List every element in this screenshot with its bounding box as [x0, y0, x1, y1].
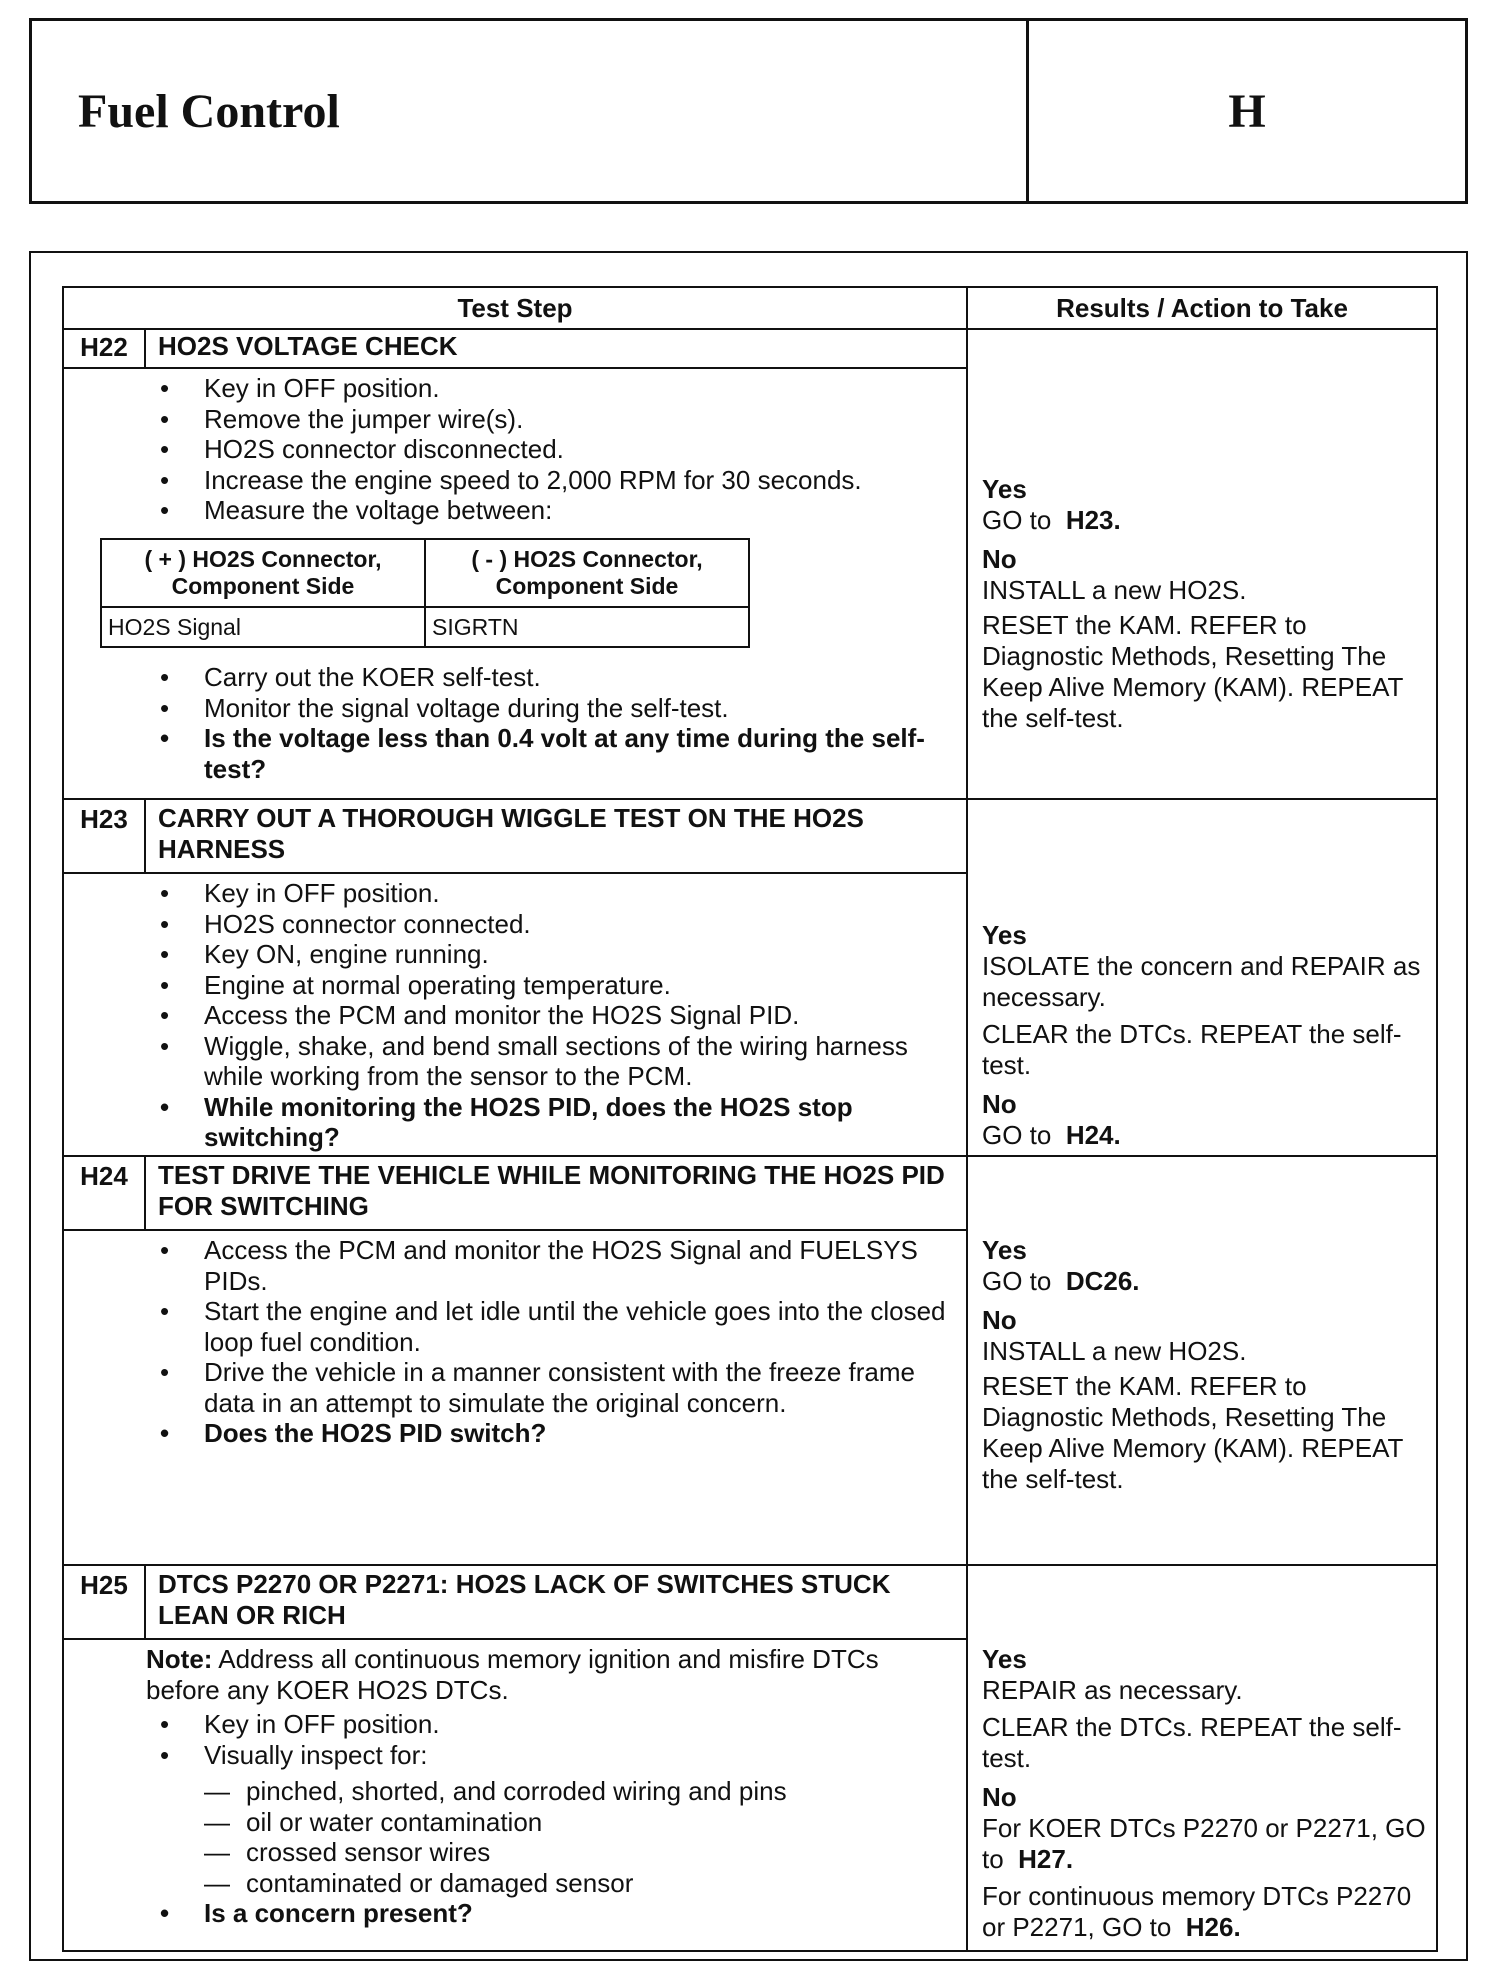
- table-header: [64, 288, 1436, 330]
- list-item: • Drive the vehicle in a manner consistent with the freeze frame data in an attempt to simulate the original concern.: [160, 1357, 956, 1418]
- step-h22-id: H22: [64, 328, 146, 367]
- list-item: • Measure the voltage between:: [160, 495, 956, 526]
- list-item: — oil or water contamination: [204, 1807, 956, 1838]
- connector-col-plus: ( + ) HO2S Connector, Component Side: [101, 539, 425, 607]
- step-ref-link[interactable]: H26.: [1185, 1912, 1241, 1942]
- step-h25-question: • Is a concern present?: [160, 1898, 956, 1929]
- no-label: No: [982, 1305, 1017, 1335]
- step-h24-head: [64, 1157, 966, 1231]
- connector-value-plus: HO2S Signal: [101, 607, 425, 648]
- list-item: • Key ON, engine running.: [160, 939, 956, 970]
- step-h25: [64, 1566, 1436, 1950]
- yes-action: CLEAR the DTCs. REPEAT the self-test.: [982, 1712, 1402, 1773]
- no-action: RESET the KAM. REFER to Diagnostic Methods, Resetting The Keep Alive Memory (KAM). REPEAT the self-test.: [982, 610, 1403, 733]
- no-label: No: [982, 1782, 1017, 1812]
- page-header: [29, 18, 1468, 204]
- step-h22-question: • Is the voltage less than 0.4 volt at any time during the self-test?: [160, 723, 956, 784]
- no-label: No: [982, 544, 1017, 574]
- list-item: • Remove the jumper wire(s).: [160, 404, 956, 435]
- step-h24-id: H24: [64, 1157, 146, 1229]
- list-item: • Key in OFF position.: [160, 373, 956, 404]
- step-h22: [64, 328, 1436, 800]
- list-item: • Start the engine and let idle until the vehicle goes into the closed loop fuel condition.: [160, 1296, 956, 1357]
- connector-col-minus: ( - ) HO2S Connector, Component Side: [425, 539, 749, 607]
- list-item: • Engine at normal operating temperature.: [160, 970, 956, 1001]
- yes-action: CLEAR the DTCs. REPEAT the self-test.: [982, 1019, 1402, 1080]
- step-h23-results: [970, 800, 1436, 1155]
- step-h22-results: [970, 328, 1436, 798]
- no-action: INSTALL a new HO2S.: [982, 575, 1247, 605]
- step-h22-title: HO2S VOLTAGE CHECK: [158, 331, 458, 361]
- step-h23: [64, 800, 1436, 1157]
- step-ref-link[interactable]: H24.: [1065, 1120, 1121, 1150]
- list-item: • Wiggle, shake, and bend small sections of the wiring harness while working from the sensor to the PCM.: [160, 1031, 956, 1092]
- connector-value-minus: SIGRTN: [425, 607, 749, 648]
- note-label: Note:: [146, 1644, 213, 1674]
- header-results: Results / Action to Take: [1056, 292, 1348, 323]
- no-label: No: [982, 1089, 1017, 1119]
- step-h24-results: [970, 1157, 1436, 1564]
- list-item: • Carry out the KOER self-test.: [160, 662, 956, 693]
- list-item: • Key in OFF position.: [160, 1709, 956, 1740]
- step-h25-head: [64, 1566, 966, 1640]
- list-item: • Access the PCM and monitor the HO2S Signal and FUELSYS PIDs.: [160, 1235, 956, 1296]
- step-h23-list: [160, 878, 956, 1153]
- list-item: • Access the PCM and monitor the HO2S Signal PID.: [160, 1000, 956, 1031]
- step-h25-list-2: [160, 1898, 956, 1929]
- step-h23-head: [64, 800, 966, 874]
- step-ref-link[interactable]: DC26.: [1065, 1266, 1140, 1296]
- yes-label: Yes: [982, 1644, 1027, 1674]
- list-item: • HO2S connector connected.: [160, 909, 956, 940]
- step-ref-link[interactable]: H27.: [1018, 1844, 1074, 1874]
- yes-label: Yes: [982, 920, 1027, 950]
- no-action: For KOER DTCs P2270 or P2271, GO to H27.: [982, 1813, 1426, 1874]
- note-text: Address all continuous memory ignition and misfire DTCs before any KOER HO2S DTCs.: [146, 1644, 879, 1705]
- step-h25-list: [160, 1709, 956, 1770]
- inspect-list: [204, 1776, 956, 1898]
- list-item: • Key in OFF position.: [160, 878, 956, 909]
- step-h25-results: [970, 1566, 1436, 1950]
- step-h24-question: • Does the HO2S PID switch?: [160, 1418, 956, 1449]
- step-h24: [64, 1157, 1436, 1566]
- step-h22-head: [64, 328, 966, 369]
- step-h23-question: • While monitoring the HO2S PID, does the HO2S stop switching?: [160, 1092, 956, 1153]
- yes-action: GO to DC26.: [982, 1266, 1140, 1296]
- list-item: • Monitor the signal voltage during the self-test.: [160, 693, 956, 724]
- list-item: • HO2S connector disconnected.: [160, 434, 956, 465]
- step-ref-link[interactable]: H23.: [1065, 505, 1121, 535]
- step-h23-title: CARRY OUT A THOROUGH WIGGLE TEST ON THE HO2S HARNESS: [158, 803, 864, 864]
- yes-label: Yes: [982, 474, 1027, 504]
- step-h24-body: [64, 1231, 966, 1449]
- diagnostic-table: [62, 286, 1438, 1952]
- yes-label: Yes: [982, 1235, 1027, 1265]
- note: [146, 1644, 956, 1705]
- yes-action: ISOLATE the concern and REPAIR as necessary.: [982, 951, 1421, 1012]
- step-h22-body: [64, 369, 966, 784]
- step-h24-title: TEST DRIVE THE VEHICLE WHILE MONITORING THE HO2S PID FOR SWITCHING: [158, 1160, 945, 1221]
- step-h25-title: DTCS P2270 OR P2271: HO2S LACK OF SWITCHES STUCK LEAN OR RICH: [158, 1569, 891, 1630]
- step-h23-body: [64, 874, 966, 1153]
- page-title: Fuel Control: [78, 84, 340, 138]
- list-item: — contaminated or damaged sensor: [204, 1868, 956, 1899]
- step-h25-body: [64, 1640, 966, 1929]
- step-h23-id: H23: [64, 800, 146, 872]
- step-h25-id: H25: [64, 1566, 146, 1638]
- list-item: — pinched, shorted, and corroded wiring and pins: [204, 1776, 956, 1807]
- connector-table: [100, 538, 750, 649]
- step-h24-list: [160, 1235, 956, 1449]
- step-h22-list: [160, 373, 956, 526]
- yes-action: GO to H23.: [982, 505, 1121, 535]
- list-item: • Increase the engine speed to 2,000 RPM for 30 seconds.: [160, 465, 956, 496]
- yes-action: REPAIR as necessary.: [982, 1675, 1243, 1705]
- no-action: INSTALL a new HO2S.: [982, 1336, 1247, 1366]
- list-item: • Visually inspect for:: [160, 1740, 956, 1771]
- list-item: — crossed sensor wires: [204, 1837, 956, 1868]
- step-h22-list-2: [160, 662, 956, 784]
- no-action: For continuous memory DTCs P2270 or P2271, GO to H26.: [982, 1881, 1412, 1942]
- no-action: GO to H24.: [982, 1120, 1121, 1150]
- header-test-step: Test Step: [64, 288, 968, 328]
- section-code: H: [1026, 21, 1465, 201]
- no-action: RESET the KAM. REFER to Diagnostic Methods, Resetting The Keep Alive Memory (KAM). REPEAT the self-test.: [982, 1371, 1403, 1494]
